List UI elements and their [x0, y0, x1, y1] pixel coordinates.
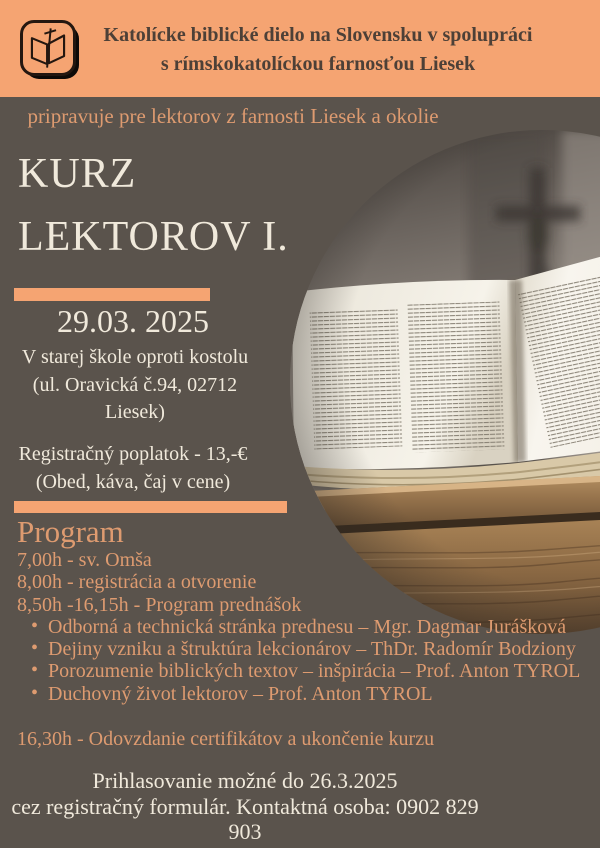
lecture-item — [17, 660, 583, 682]
lecture-list — [17, 616, 583, 705]
organizer-line1: Katolícke biblické dielo na Slovensku v spolupráci — [103, 24, 533, 46]
venue-line2: (ul. Oravická č.94, 02712 — [32, 373, 238, 396]
fee-line2: (Obed, káva, čaj v cene) — [35, 470, 231, 493]
venue-line3: Liesek) — [105, 401, 165, 423]
bullet-icon: • — [31, 614, 39, 637]
schedule-closing: 16,30h - Odovzdanie certifikátov a ukončenie kurzu — [17, 728, 435, 751]
lecture-text: Duchovný život lektorov – Prof. Anton TYROL — [48, 682, 433, 705]
program-schedule — [17, 549, 583, 750]
bullet-icon: • — [31, 681, 39, 704]
lecture-item — [17, 638, 583, 660]
venue-line1: V starej škole oproti kostolu — [21, 346, 249, 368]
fee-block — [0, 441, 266, 496]
header-banner — [0, 0, 600, 97]
registration-contact: cez registračný formulár. Kontaktná osoba: 0902 829 903 — [11, 793, 479, 844]
event-date: 29.03. 2025 — [57, 303, 209, 339]
lecture-text: Dejiny vzniku a štruktúra lekcionárov – ThDr. Radomír Bodziony — [48, 638, 576, 661]
venue-block — [0, 344, 270, 427]
lecture-text: Porozumenie biblických textov – inšpirácia – Prof. Anton TYROL — [48, 660, 581, 683]
fee-line1: Registračný poplatok - 13,-€ — [18, 443, 248, 465]
divider-bar-top — [14, 288, 210, 301]
organizer-line2: s rímskokatolíckou farnosťou Liesek — [160, 53, 476, 75]
bullet-icon: • — [31, 659, 39, 682]
lecture-item — [17, 683, 583, 705]
lecture-text: Odborná a technická stránka prednesu – Mgr. Dagmar Jurášková — [48, 615, 567, 638]
course-title-line1: KURZ — [18, 151, 137, 197]
organizer-title — [48, 21, 588, 79]
schedule-item: 8,00h - registrácia a otvorenie — [17, 571, 257, 594]
program-heading: Program — [17, 514, 124, 549]
bullet-icon: • — [31, 637, 39, 660]
schedule-item: 7,00h - sv. Omša — [17, 549, 152, 571]
registration-info — [0, 768, 490, 845]
tagline: pripravuje pre lektorov z farnosti Liesek a okolie — [27, 104, 439, 128]
schedule-item: 8,50h -16,15h - Program prednášok — [17, 593, 302, 616]
course-title-line2: LEKTOROV I. — [18, 214, 289, 260]
lecture-item — [17, 616, 583, 638]
divider-bar-program — [14, 501, 287, 513]
registration-deadline: Prihlasovanie možné do 26.3.2025 — [92, 768, 398, 793]
